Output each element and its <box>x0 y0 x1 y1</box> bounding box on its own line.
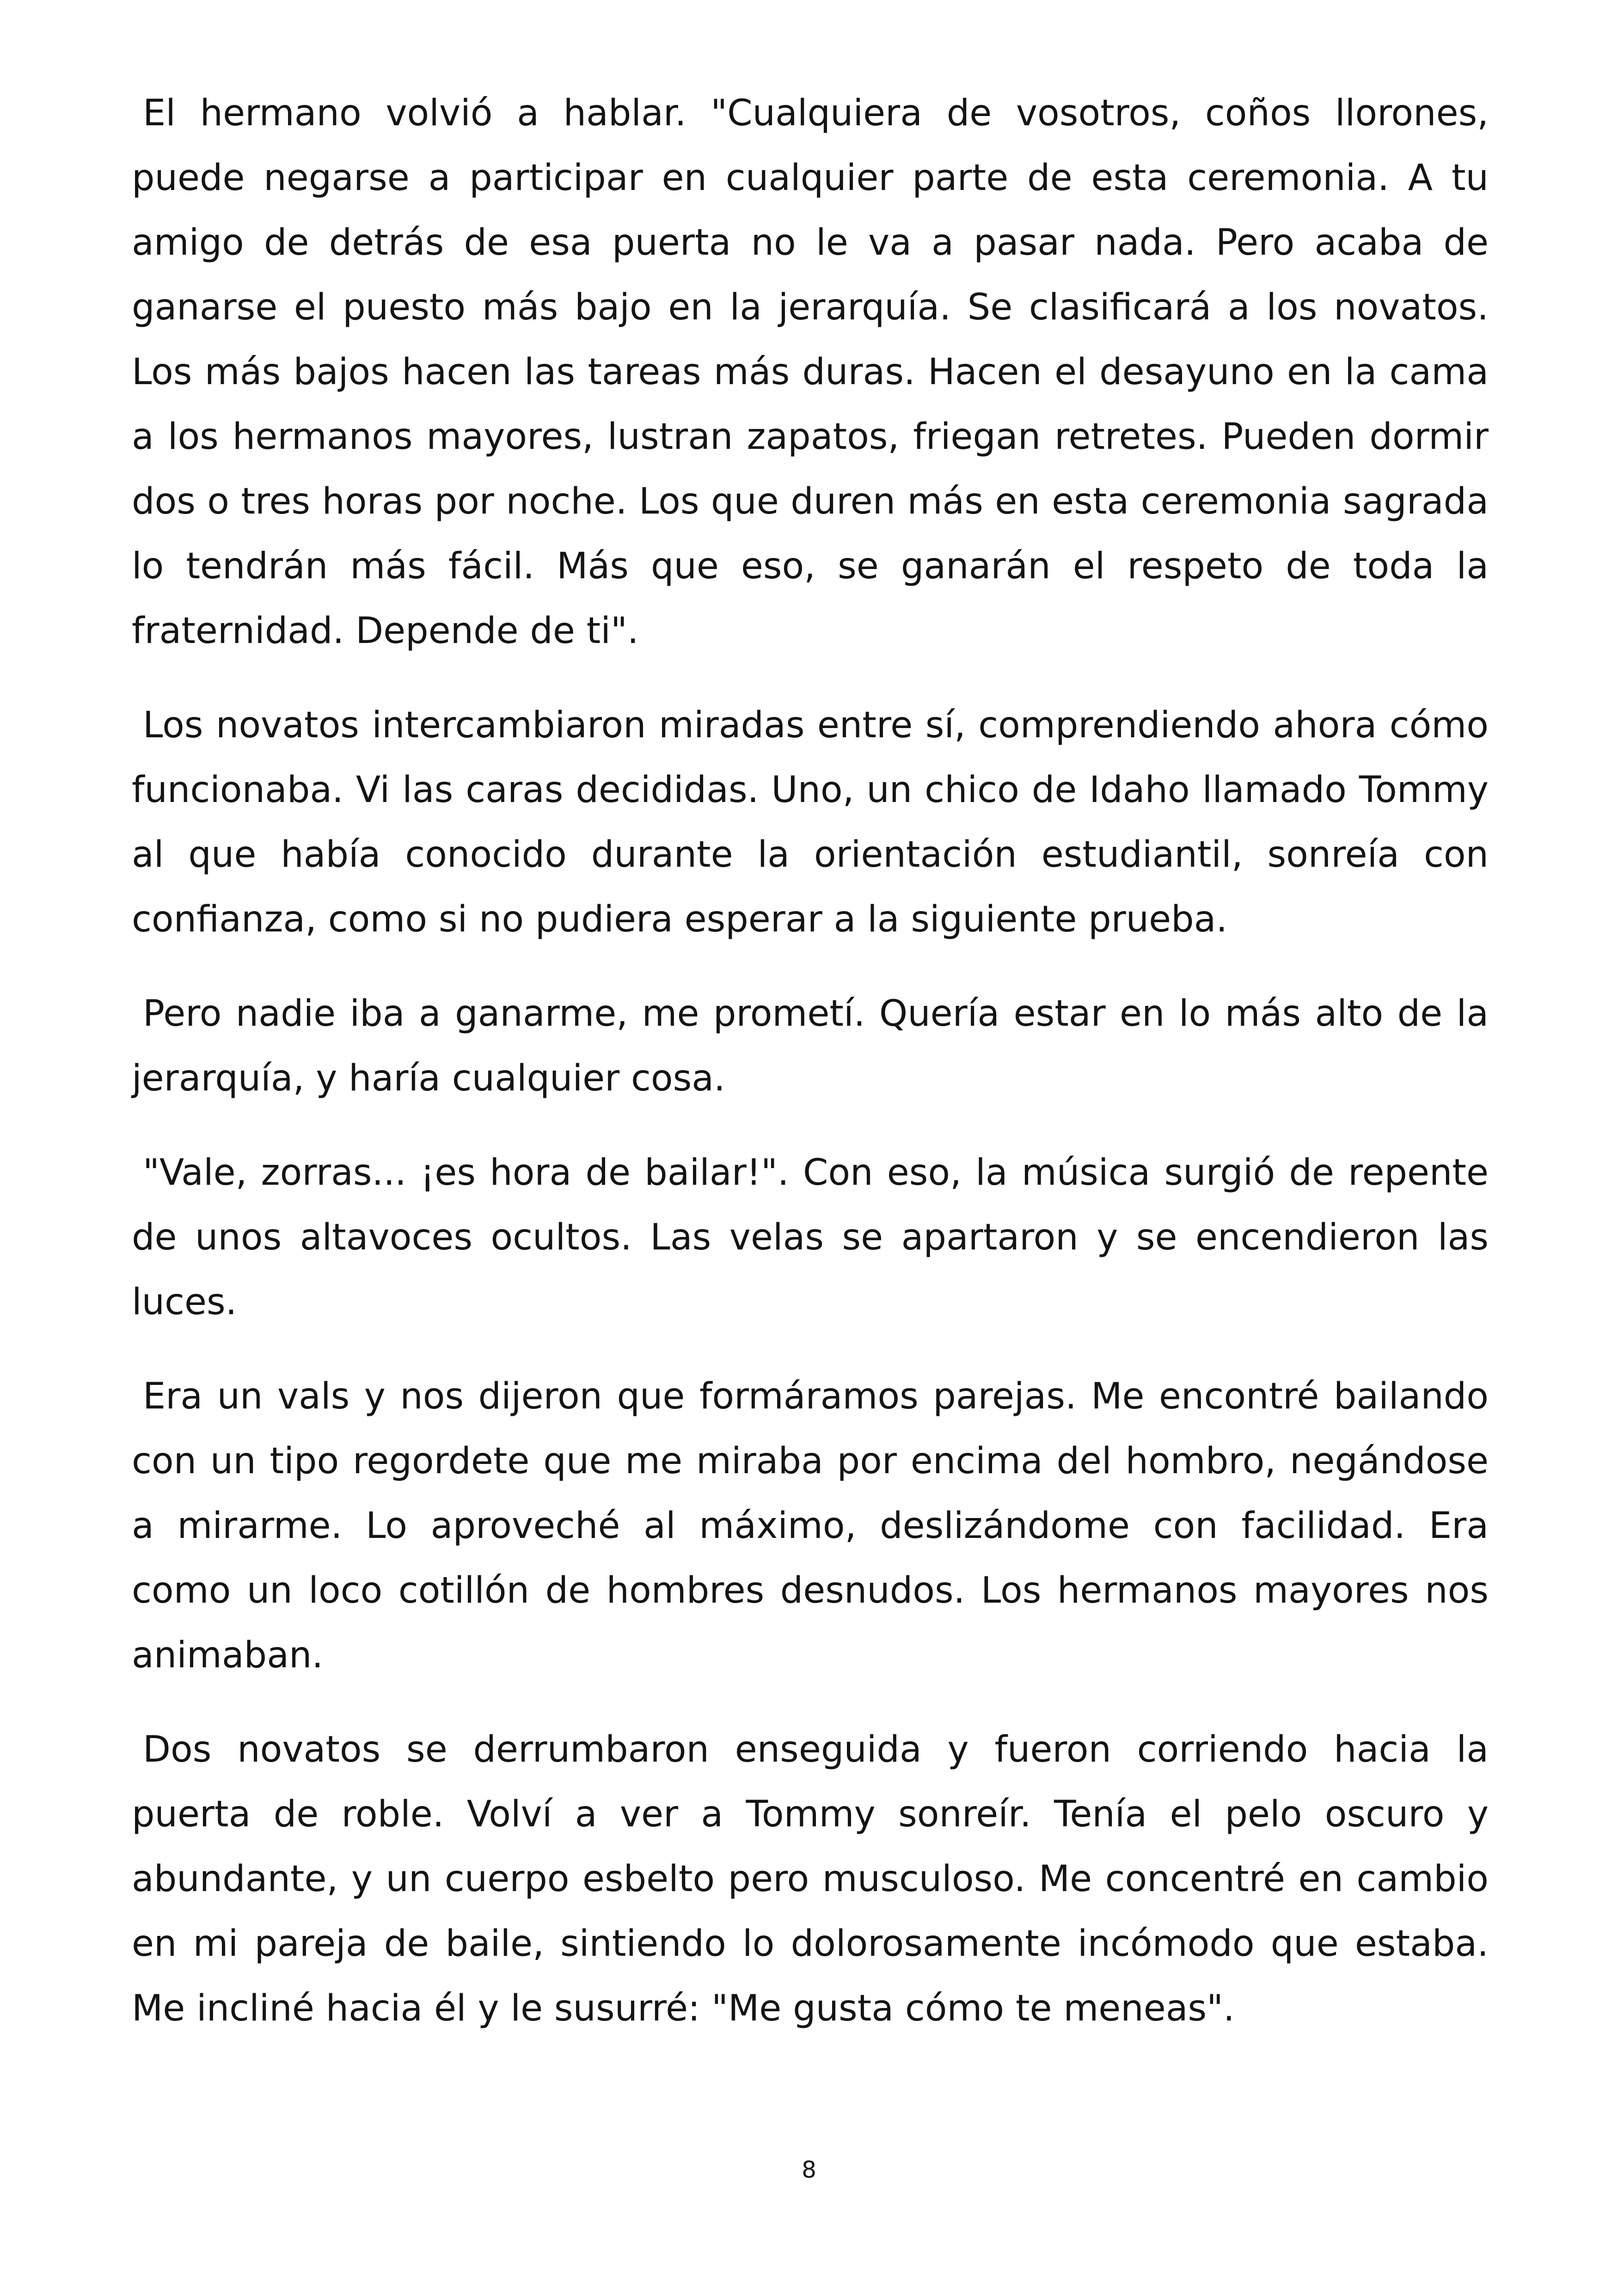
page-number: 8 <box>802 2156 816 2183</box>
paragraph-6: Dos novatos se derrumbaron enseguida y fueron corriendo hacia la puerta de roble. Volví a ver a Tommy sonreír. Tenía el pelo oscuro y abundante, y un cuerpo esbelto pero musculoso. Me concentré en cambio en mi pareja de baile, sintiendo lo dolorosamente incómodo que estaba. Me incliné hacia él y le susurré: "Me gusta cómo te meneas". <box>132 1729 1489 2029</box>
paragraph-3: Pero nadie iba a ganarme, me prometí. Quería estar en lo más alto de la jerarquía, y haría cualquier cosa. <box>132 993 1489 1099</box>
paragraph-5: Era un vals y nos dijeron que formáramos parejas. Me encontré bailando con un tipo regordete que me miraba por encima del hombro, negándose a mirarme. Lo aproveché al máximo, deslizándome con facilidad. Era como un loco cotillón de hombres desnudos. Los hermanos mayores nos animaban. <box>132 1376 1489 1676</box>
body-text <box>132 81 1489 2070</box>
paragraph-2: Los novatos intercambiaron miradas entre sí, comprendiendo ahora cómo funcionaba. Vi las caras decididas. Uno, un chico de Idaho llamado Tommy al que había conocido durante la orientación estudiantil, sonreía con confianza, como si no pudiera esperar a la siguiente prueba. <box>132 704 1489 940</box>
paragraph-1: El hermano volvió a hablar. "Cualquiera de vosotros, coños llorones, puede negarse a participar en cualquier parte de esta ceremonia. A tu amigo de detrás de esa puerta no le va a pasar nada. Pero acaba de ganarse el puesto más bajo en la jerarquía. Se clasificará a los novatos. Los más bajos hacen las tareas más duras. Hacen el desayuno en la cama a los hermanos mayores, lustran zapatos, friegan retretes. Pueden dormir dos o tres horas por noche. Los que duren más en esta ceremonia sagrada lo tendrán más fácil. Más que eso, se ganarán el respeto de toda la fraternidad. Depende de ti". <box>132 92 1489 652</box>
paragraph-4: "Vale, zorras... ¡es hora de bailar!". Con eso, la música surgió de repente de unos altavoces ocultos. Las velas se apartaron y se encendieron las luces. <box>132 1152 1489 1323</box>
